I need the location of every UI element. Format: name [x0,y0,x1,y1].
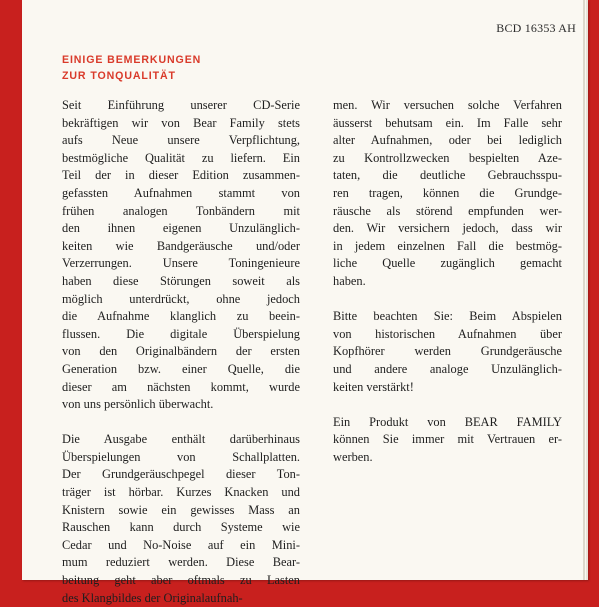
text-line: können Sie immer mit Vertrauen er- [333,432,562,447]
text-line: haben diese Störungen soweit als [62,273,300,288]
text-paragraph [333,414,562,467]
section-heading [62,52,201,84]
text-paragraph [62,97,300,414]
text-line: von historischen Aufnahmen über [333,326,562,341]
text-line: werben. [333,449,373,464]
text-line: möglich unterdrückt, ohne jedoch [62,291,300,306]
text-line: Teil der in dieser Edition zusammen- [62,168,300,183]
text-line: äusserst behutsam ein. Im Falle sehr [333,115,562,130]
text-line: flussen. Die digitale Überspielung [62,326,300,341]
text-line: gefassten Aufnahmen stammt von [62,185,300,200]
text-line: ren tragen, können die Grundge- [333,185,562,200]
text-line: Die Ausgabe enthält darüberhinaus [62,432,300,447]
text-line: von den Originalbändern der ersten [62,344,300,359]
text-line: die Aufnahme klanglich zu beein- [62,309,300,324]
text-paragraph [333,97,562,291]
catalog-number: BCD 16353 AH [496,21,576,35]
text-line: frühen analogen Tonbändern mit [62,203,300,218]
text-line: Kopfhörer werden Grundgeräusche [333,344,562,359]
text-line: des Klangbildes der Originalaufnah- [62,590,243,605]
text-line: beitung geht aber oftmals zu Lasten [62,573,300,588]
text-line: Rauschen kann durch Systeme wie [62,520,300,535]
text-line: alter Aufnahmen, oder bei lediglich [333,133,562,148]
text-line: taten, die deutliche Gebrauchsspu- [333,168,562,183]
text-line: Der Grundgeräuschpegel dieser Ton- [62,467,300,482]
heading-line-2: ZUR TONQUALITÄT [62,70,176,82]
left-text-column [62,97,300,607]
text-line: liche Quelle zugänglich gemacht [333,256,562,271]
text-line: mum reduziert werden. Diese Bear- [62,555,300,570]
text-line: men. Wir versuchen solche Verfahren [333,98,562,112]
booklet-page [22,0,588,605]
text-line: den. Wir versichern jedoch, dass wir [333,221,562,236]
text-line: und andere analoge Unzulänglich- [333,361,562,376]
text-line: bekräftigen wir von Bear Family stets [62,115,300,130]
text-line: räusche als störend empfunden wer- [333,203,562,218]
text-paragraph [62,431,300,607]
text-line: in jedem einzelnen Fall die bestmög- [333,238,562,253]
page-fold-line [583,0,585,580]
text-line: dieser am nächsten kommt, wurde [62,379,300,394]
text-line: keiten wie Bandgeräusche und/oder [62,238,300,253]
heading-line-1: EINIGE BEMERKUNGEN [62,54,202,66]
text-line: aufs Neue unsere Verpflichtung, [62,133,300,148]
text-line: Generation bzw. einer Quelle, die [62,361,300,376]
text-line: zu Kontrollzwecken bespielten Aze- [333,150,562,165]
text-paragraph [333,308,562,396]
text-line: den ihnen eigenen Unzulänglich- [62,221,300,236]
text-line: Verzerrungen. Unsere Toningenieure [62,256,300,271]
text-line: keiten verstärkt! [333,379,414,394]
text-line: Bitte beachten Sie: Beim Abspielen [333,309,562,324]
text-line: Überspielungen von Schallplatten. [62,449,300,464]
text-line: Cedar und No-Noise auf ein Mini- [62,537,300,552]
text-line: von uns persönlich überwacht. [62,397,214,412]
text-line: haben. [333,273,366,288]
text-line: Knistern sowie ein gewisses Mass an [62,502,300,517]
text-line: bestmögliche Qualität zu liefern. Ein [62,150,300,165]
text-line: Seit Einführung unserer CD-Serie [62,98,300,112]
text-line: Ein Produkt von BEAR FAMILY [333,414,562,429]
text-line: träger ist hörbar. Kurzes Knacken und [62,485,300,500]
right-text-column [333,97,562,466]
